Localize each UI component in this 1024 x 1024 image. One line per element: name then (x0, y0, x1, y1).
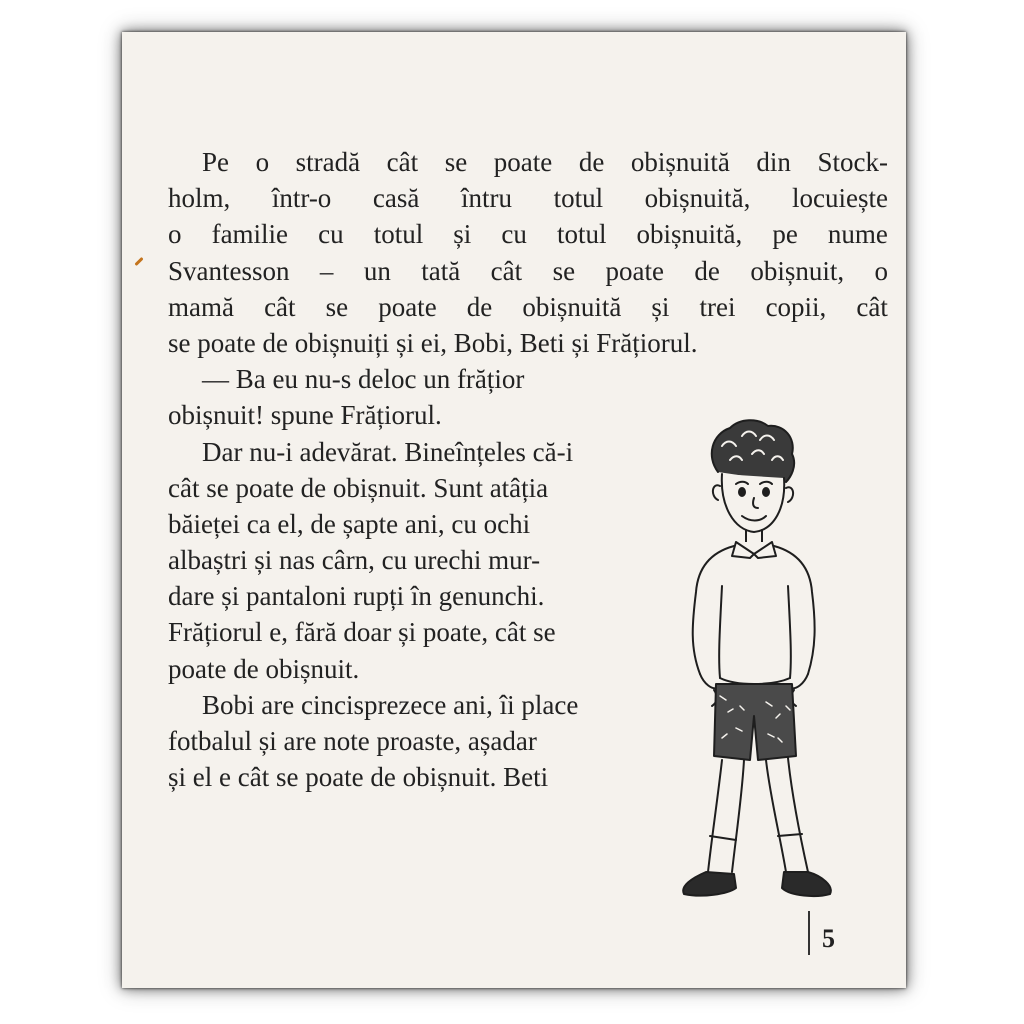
page-number: 5 (822, 924, 835, 953)
text-line: obișnuit! spune Frățiorul. (168, 400, 442, 431)
text-line: și el e cât se poate de obișnuit. Beti (168, 762, 549, 793)
text-line: poate de obișnuit. (168, 653, 360, 684)
text-line: mamă cât se poate de obișnuită și trei copii, cât (168, 291, 888, 322)
text-line: cât se poate de obișnuit. Sunt atâția (168, 472, 549, 503)
text-line: albaștri și nas cârn, cu urechi mur- (168, 545, 541, 576)
text-line: Dar nu-i adevărat. Bineînțeles că-i (202, 436, 574, 467)
boy-illustration (656, 416, 852, 898)
book-page (122, 32, 906, 988)
page-number-rule (808, 911, 810, 955)
ink-mark (134, 257, 143, 266)
text-line: se poate de obișnuiți și ei, Bobi, Beti și Frățiorul. (168, 327, 698, 358)
text-line: o familie cu totul și cu totul obișnuită, pe nume (168, 219, 888, 250)
text-line: Bobi are cincisprezece ani, îi place (202, 689, 579, 720)
text-line: fotbalul și are note proaste, așadar (168, 726, 537, 756)
text-line: Svantesson – un tată cât se poate de obișnuit, o (168, 255, 888, 286)
text-line: holm, într-o casă întru totul obișnuită, locuiește (168, 183, 888, 214)
paragraph-1 (168, 144, 888, 361)
text-line: băieței ca el, de șapte ani, cu ochi (168, 508, 531, 539)
text-line: Frățiorul e, fără doar și poate, cât se (168, 617, 556, 648)
text-line: dare și pantaloni rupți în genunchi. (168, 581, 545, 612)
text-line: Pe o stradă cât se poate de obișnuită din Stock- (202, 147, 888, 177)
text-line: — Ba eu nu-s deloc un frățior (202, 364, 525, 395)
